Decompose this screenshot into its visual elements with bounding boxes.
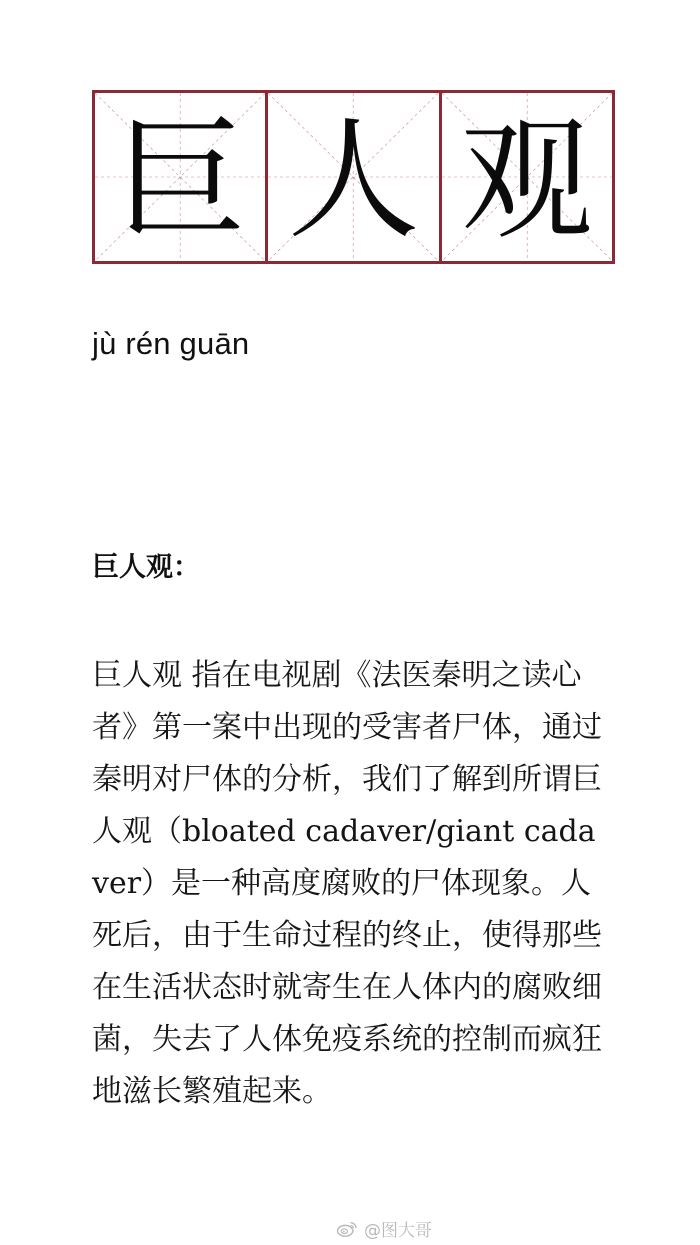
watermark-text: @图大哥 (364, 1221, 432, 1241)
grid-cell-2 (265, 93, 438, 261)
weibo-icon (336, 1220, 358, 1238)
pinyin: jù rén guān (92, 326, 250, 361)
definition-body: 巨人观 指在电视剧《法医秦明之读心者》第一案中出现的受害者尸体，通过秦明对尸体的分析，我们了解到所谓巨人观（bloated cadaver/giant cadaver）是一种高度腐败的尸体现象。人死后，由于生命过程的终止，使得那些在生活状态时就寄生在人体内的腐败细菌，失去了人体免疫系统的控制而疯狂地滋长繁殖起来。 (92, 658, 602, 1109)
character-2: 人 (287, 104, 420, 258)
definition-heading: 巨人观： (92, 552, 200, 583)
character-grid (92, 90, 615, 264)
grid-cell-3 (439, 93, 612, 261)
character-3: 观 (460, 104, 593, 258)
watermark (336, 1216, 432, 1241)
grid-cell-1 (95, 93, 265, 261)
character-1: 巨 (114, 104, 247, 258)
